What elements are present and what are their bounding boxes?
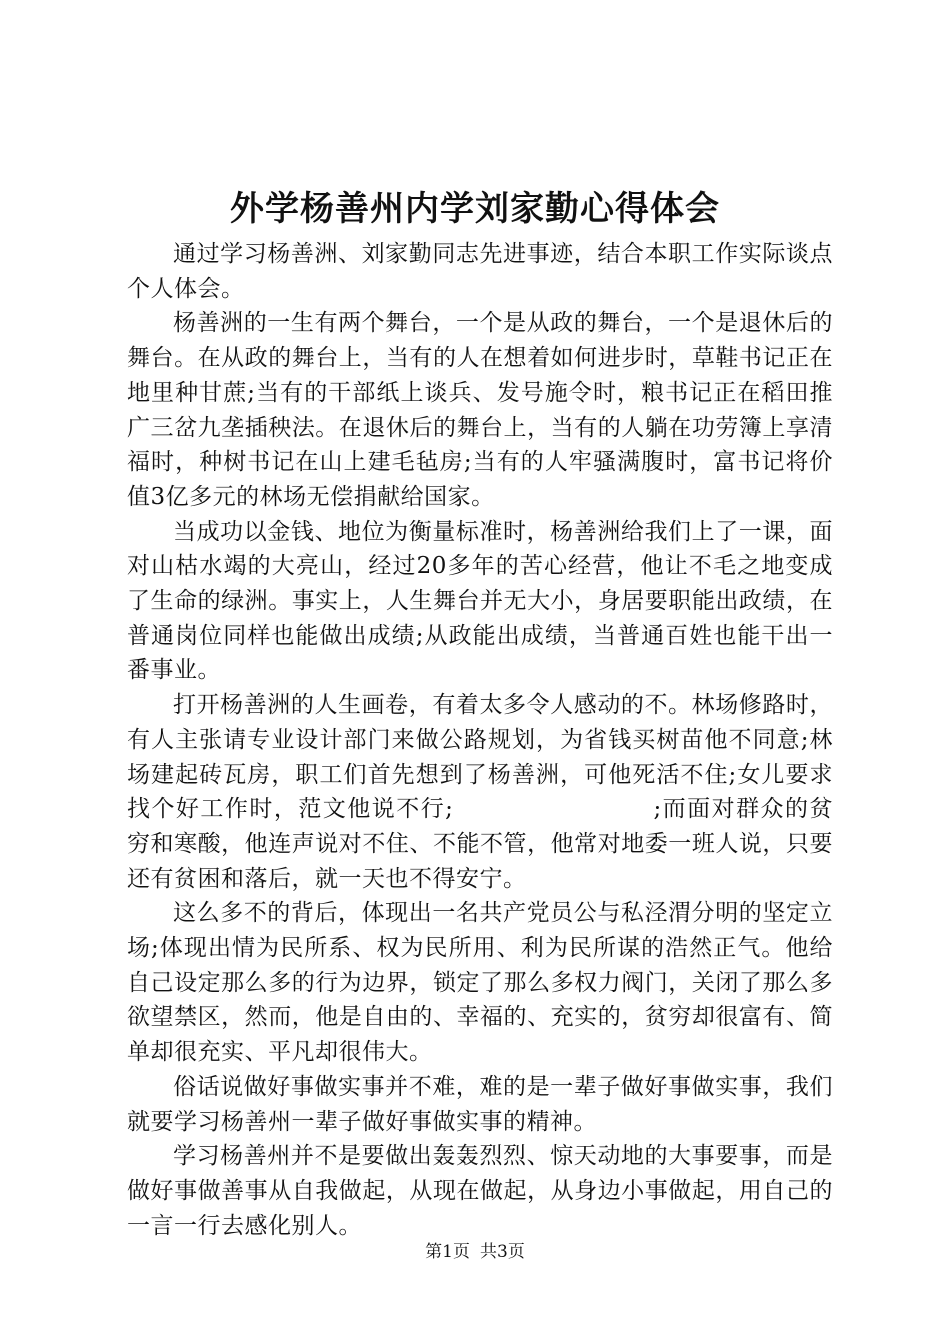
document-body — [127, 237, 833, 1243]
paragraph-6: 俗话说做好事做实事并不难，难的是一辈子做好事做实事，我们就要学习杨善州一辈子做好事做实事的精神。 — [127, 1073, 833, 1135]
document-title: 外学杨善州内学刘家勤心得体会 — [230, 189, 720, 229]
page-footer — [0, 1240, 950, 1264]
paragraph-4-part-2: ;而面对群众的贫穷和寒酸，他连声说对不住、不能不管，他常对地委一班人说，只要还有贫困和落后，就一天也不得安宁。 — [127, 796, 834, 892]
paragraph-5: 这么多不的背后，体现出一名共产党员公与私泾渭分明的坚定立场;体现出情为民所系、权为民所用、利为民所谋的浩然正气。他给自己设定那么多的行为边界，锁定了那么多权力阀门，关闭了那么多欲望禁区，然而，他是自由的、幸福的、充实的，贫穷却很富有、简单却很充实、平凡却很伟大。 — [127, 900, 833, 1066]
paragraph-3: 当成功以金钱、地位为衡量标准时，杨善洲给我们上了一课，面对山枯水竭的大亮山，经过20多年的苦心经营，他让不毛之地变成了生命的绿洲。事实上，人生舞台并无大小，身居要职能出政绩，在普通岗位同样也能做出成绩;从政能出成绩，当普通百姓也能干出一番事业。 — [127, 518, 833, 684]
paragraph-7: 学习杨善州并不是要做出轰轰烈烈、惊天动地的大事要事，而是做好事做善事从自我做起，从现在做起，从身边小事做起，用自己的一言一行去感化别人。 — [127, 1143, 833, 1239]
paragraph-4-part-1: 打开杨善洲的人生画卷，有着太多令人感动的不。林场修路时，有人主张请专业设计部门来做公路规划，为省钱买树苗他不同意;林场建起砖瓦房，职工们首先想到了杨善洲，可他死活不住;女儿要求找个好工作时，范文他说不行; — [127, 692, 833, 823]
page-number: 第1页 — [425, 1242, 470, 1262]
page-total: 共3页 — [480, 1242, 525, 1262]
paragraph-1: 通过学习杨善洲、刘家勤同志先进事迹，结合本职工作实际谈点个人体会。 — [127, 241, 833, 302]
paragraph-2: 杨善洲的一生有两个舞台，一个是从政的舞台，一个是退休后的舞台。在从政的舞台上，当有的人在想着如何进步时，草鞋书记正在地里种甘蔗;当有的干部纸上谈兵、发号施令时，粮书记正在稻田推广三岔九垄插秧法。在退休后的舞台上，当有的人躺在功劳簿上享清福时，种树书记在山上建毛毡房;当有的人牢骚满腹时，富书记将价值3亿多元的林场无偿捐献给国家。 — [127, 310, 833, 510]
paragraph-4 — [127, 688, 833, 896]
